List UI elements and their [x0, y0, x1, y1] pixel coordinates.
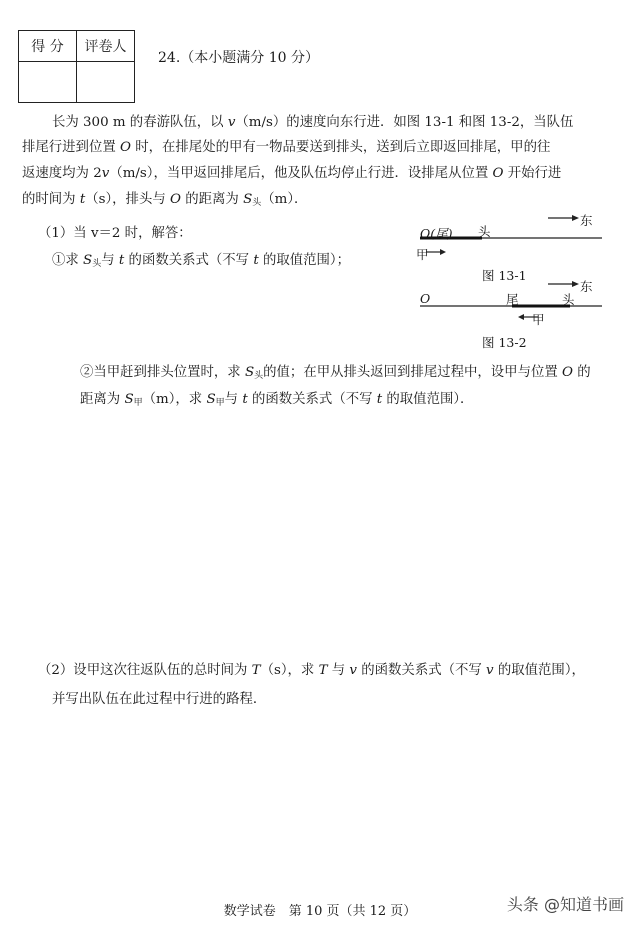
- part-2-line-1: （2）设甲这次往返队伍的总时间为 T（s），求 T 与 v 的函数关系式（不写 v 的取值范围），: [38, 663, 585, 678]
- fig2-head-label: 头: [562, 292, 575, 307]
- fig2-jia-label: 甲: [532, 312, 545, 327]
- problem-line-4: 的时间为 t（s），排头与 O 的距离为 $S_头(m)$．: [22, 192, 308, 208]
- fig2-jia-arrowhead: [518, 314, 524, 320]
- fig1-jia-arrowhead: [440, 249, 446, 255]
- problem-line-2: 排尾行进到位置 O 时，在排尾处的甲有一物品要送到排头，送到后立即返回排尾，甲的往: [22, 140, 551, 155]
- subquestion-2-line-1: ②当甲赶到排头位置时，求 $S_头$的值；在甲从排头返回到排尾过程中，设甲与位置 O 的: [80, 365, 591, 381]
- fig2-tail-label: 尾: [506, 292, 519, 307]
- fig2-east-arrowhead: [572, 281, 579, 287]
- part-1-label: （1）当 v＝2 时，解答：: [38, 226, 192, 241]
- subquestion-2-line-2: 距离为 $S_甲(m)$，求 $S_甲$与 t 的函数关系式（不写 t 的取值范围）．: [80, 392, 474, 408]
- grader-header: 评卷人: [77, 31, 135, 62]
- score-header: 得 分: [19, 31, 77, 62]
- subquestion-1: ①求 $S_头$与 t 的函数关系式（不写 t 的取值范围）；: [52, 253, 351, 269]
- question-header: 24.（本小题满分 10 分）: [158, 50, 319, 66]
- fig1-o-tail-label: O(尾): [420, 226, 453, 241]
- fig2-east-label: 东: [580, 279, 593, 294]
- score-cell[interactable]: [19, 62, 77, 103]
- part-2-line-2: 并写出队伍在此过程中行进的路程．: [52, 692, 267, 707]
- fig1-east-arrowhead: [572, 215, 579, 221]
- fig1-east-label: 东: [580, 213, 593, 228]
- watermark: 头条 @知道书画: [506, 895, 624, 914]
- fig1-caption: 图 13-1: [482, 268, 527, 283]
- fig2-o-label: O: [420, 291, 431, 306]
- fig2-caption: 图 13-2: [482, 335, 527, 350]
- page-footer: 数学试卷 第 10 页（共 12 页）: [223, 904, 417, 919]
- problem-line-1: 长为 300 m 的春游队伍，以 v（m/s）的速度向东行进．如图 13-1 和图 13-2，当队伍: [52, 115, 574, 130]
- score-table: [18, 30, 135, 103]
- fig1-head-label: 头: [478, 224, 491, 239]
- fig1-jia-label: 甲: [416, 247, 429, 262]
- problem-line-3: 返速度均为 2v（m/s），当甲返回排尾后，他及队伍均停止行进．设排尾从位置 O 开始行进: [22, 166, 562, 181]
- grader-cell[interactable]: [77, 62, 135, 103]
